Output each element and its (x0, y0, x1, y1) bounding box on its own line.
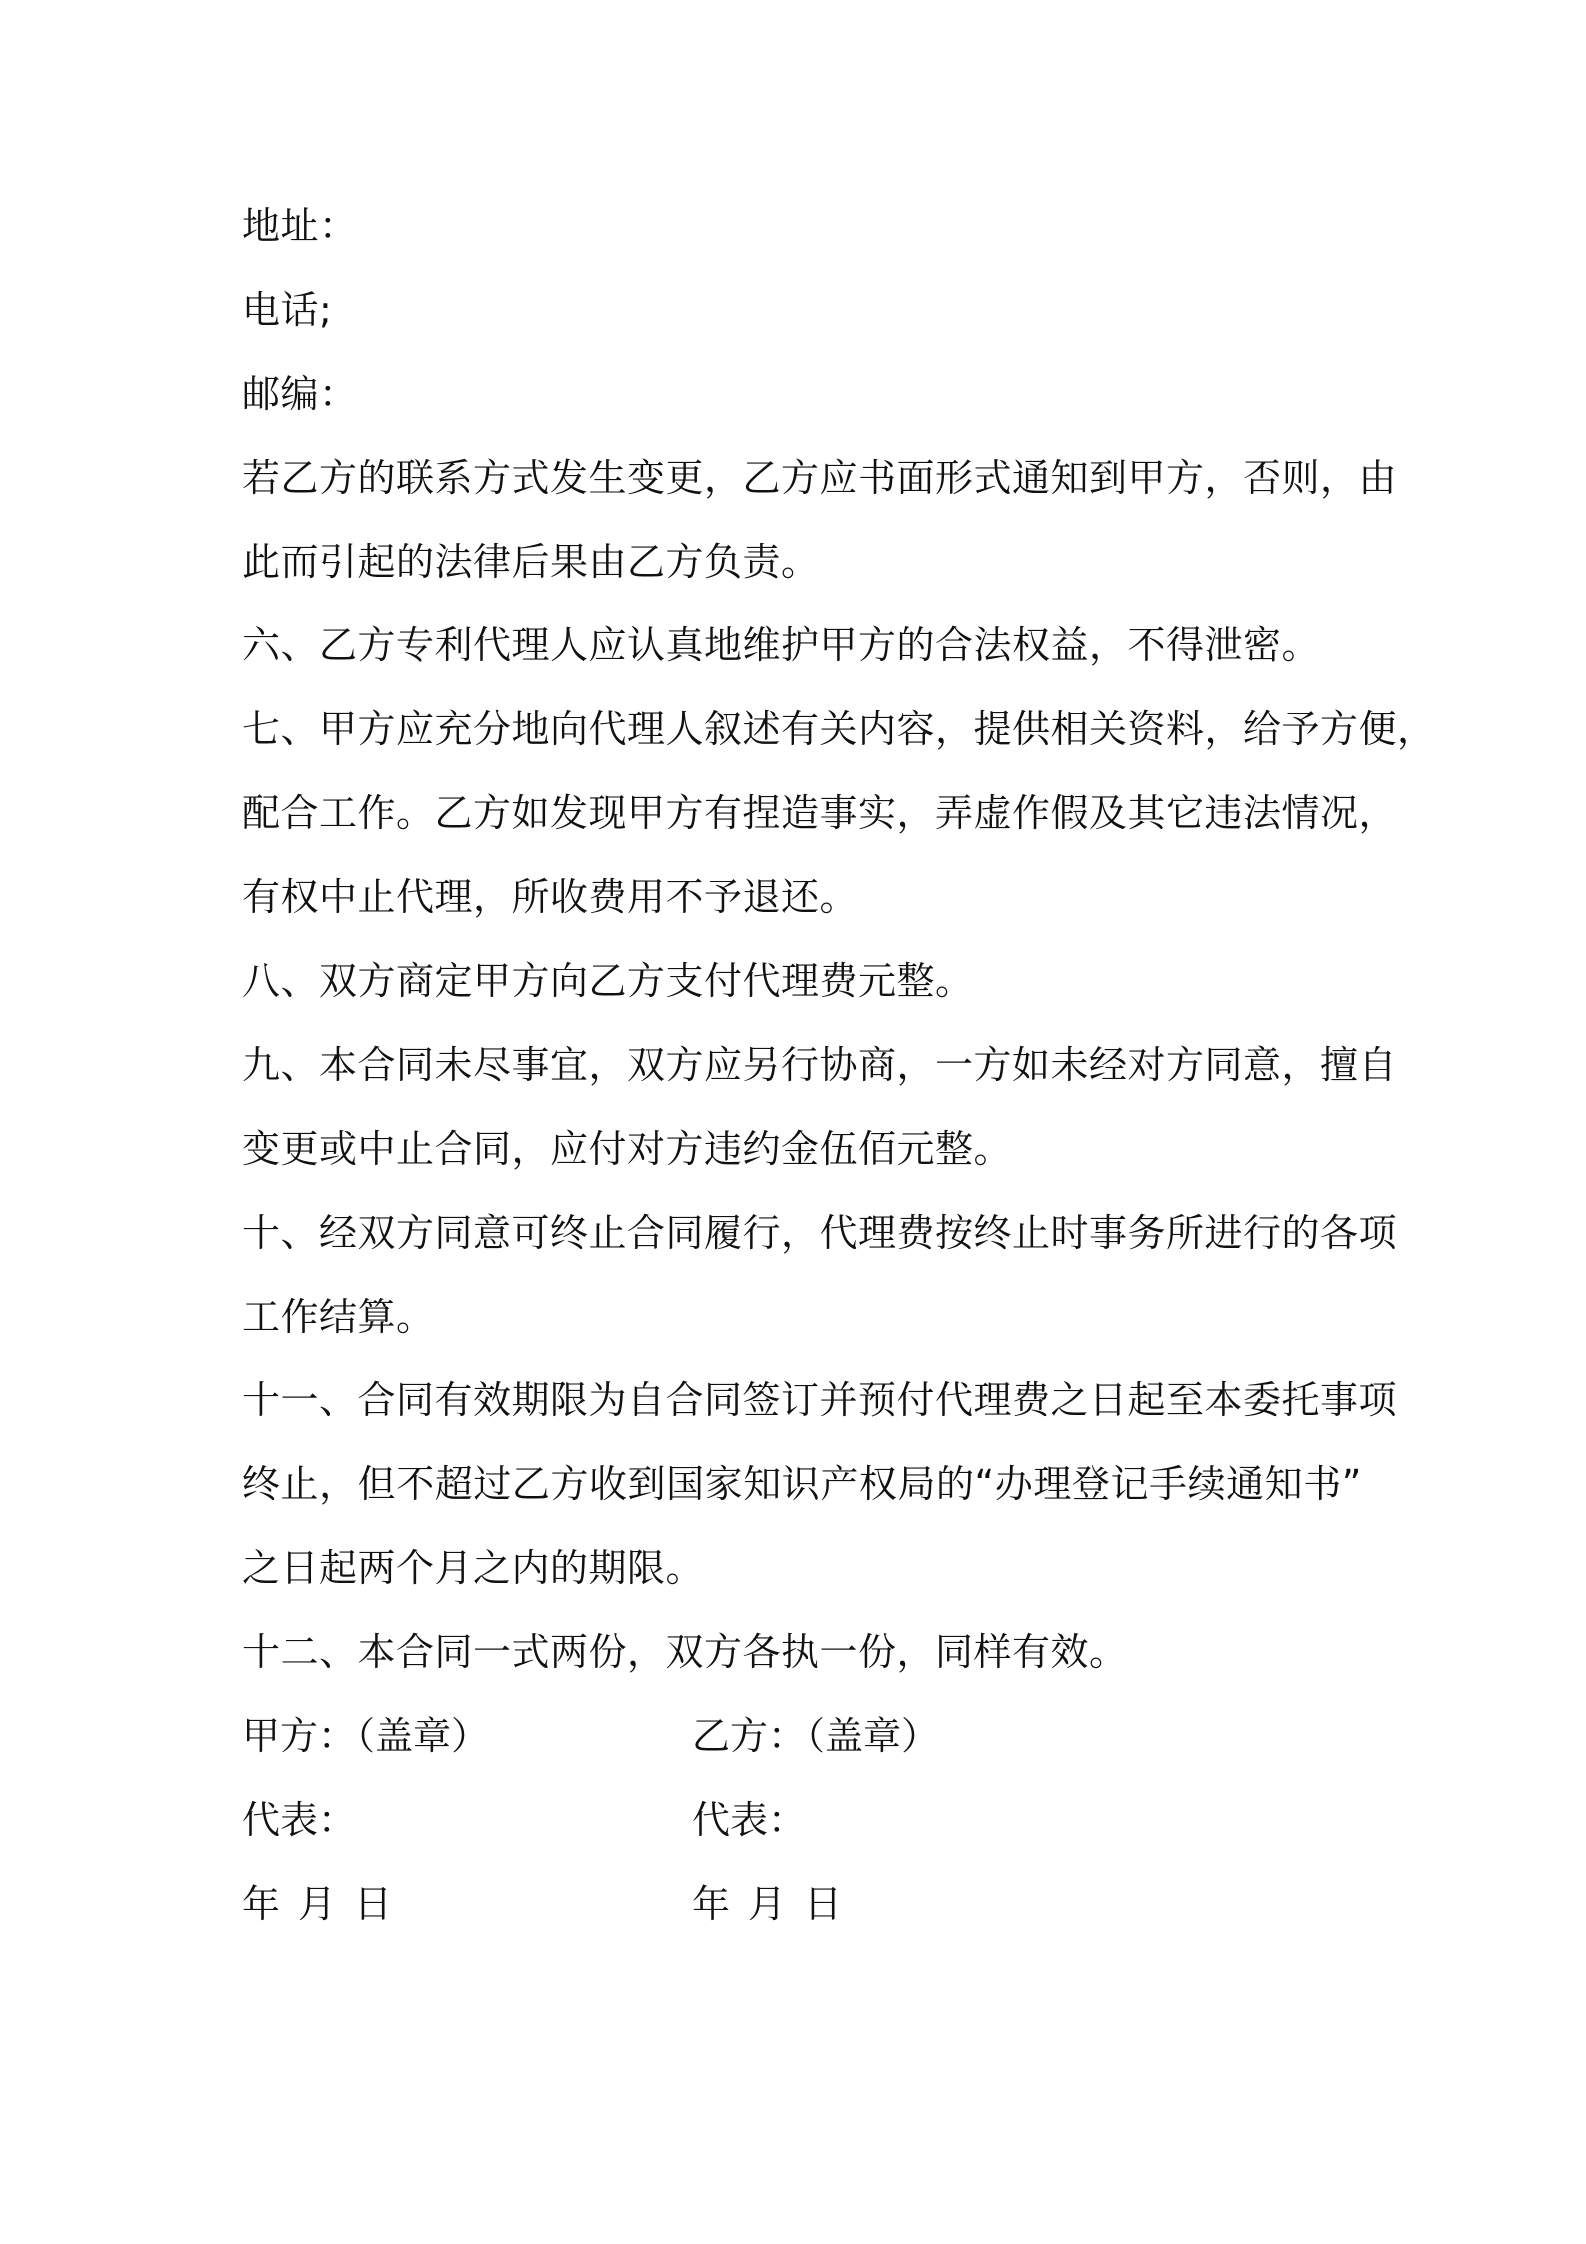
change-notice-line-1: 若乙方的联系方式发生变更，乙方应书面形式通知到甲方，否则，由 (242, 456, 1398, 500)
clause-11-line-1: 十一、合同有效期限为自合同签订并预付代理费之日起至本委托事项 (242, 1378, 1398, 1422)
address-label: 地址： (242, 204, 358, 248)
clause-10-line-1: 十、经双方同意可终止合同履行，代理费按终止时事务所进行的各项 (242, 1211, 1398, 1255)
party-a-date-month: 月 (298, 1882, 337, 1926)
clause-9-line-1: 九、本合同未尽事宜，双方应另行协商，一方如未经对方同意，擅自 (242, 1043, 1398, 1087)
clause-12: 十二、本合同一式两份，双方各执一份，同样有效。 (242, 1630, 1128, 1674)
party-a-date-year: 年 (242, 1882, 281, 1926)
party-a-date-day: 日 (354, 1882, 393, 1926)
party-a-representative: 代表： (242, 1798, 357, 1842)
party-b-date-day: 日 (804, 1882, 843, 1926)
clause-6: 六、乙方专利代理人应认真地维护甲方的合法权益，不得泄密。 (242, 623, 1321, 667)
clause-7-line-1: 七、甲方应充分地向代理人叙述有关内容，提供相关资料，给予方便， (242, 707, 1436, 751)
party-a-seal: 甲方：（盖章） (242, 1714, 490, 1758)
party-b-date-year: 年 (692, 1882, 731, 1926)
seal-row (242, 1712, 1362, 1760)
phone-label: 电话; (242, 288, 333, 332)
clause-7-line-2: 配合工作。乙方如发现甲方有捏造事实，弄虚作假及其它违法情况， (242, 791, 1398, 835)
party-a-date (242, 1880, 410, 1928)
change-notice-line-2: 此而引起的法律后果由乙方负责。 (242, 540, 820, 584)
clause-10-line-2: 工作结算。 (242, 1295, 435, 1339)
clause-9-line-2: 变更或中止合同，应付对方违约金伍佰元整。 (242, 1127, 1013, 1171)
party-b-seal: 乙方：（盖章） (692, 1714, 940, 1758)
party-b-representative: 代表： (692, 1798, 807, 1842)
clause-7-line-3: 有权中止代理，所收费用不予退还。 (242, 875, 859, 919)
date-row (242, 1880, 1362, 1928)
clause-11-line-3: 之日起两个月之内的期限。 (242, 1546, 705, 1590)
clause-8: 八、双方商定甲方向乙方支付代理费元整。 (242, 959, 974, 1003)
party-b-date (692, 1880, 860, 1928)
party-b-date-month: 月 (748, 1882, 787, 1926)
clause-11-line-2: 终止，但不超过乙方收到国家知识产权局的“办理登记手续通知书” (242, 1462, 1362, 1506)
postcode-label: 邮编： (242, 372, 358, 416)
representative-row (242, 1796, 1362, 1844)
